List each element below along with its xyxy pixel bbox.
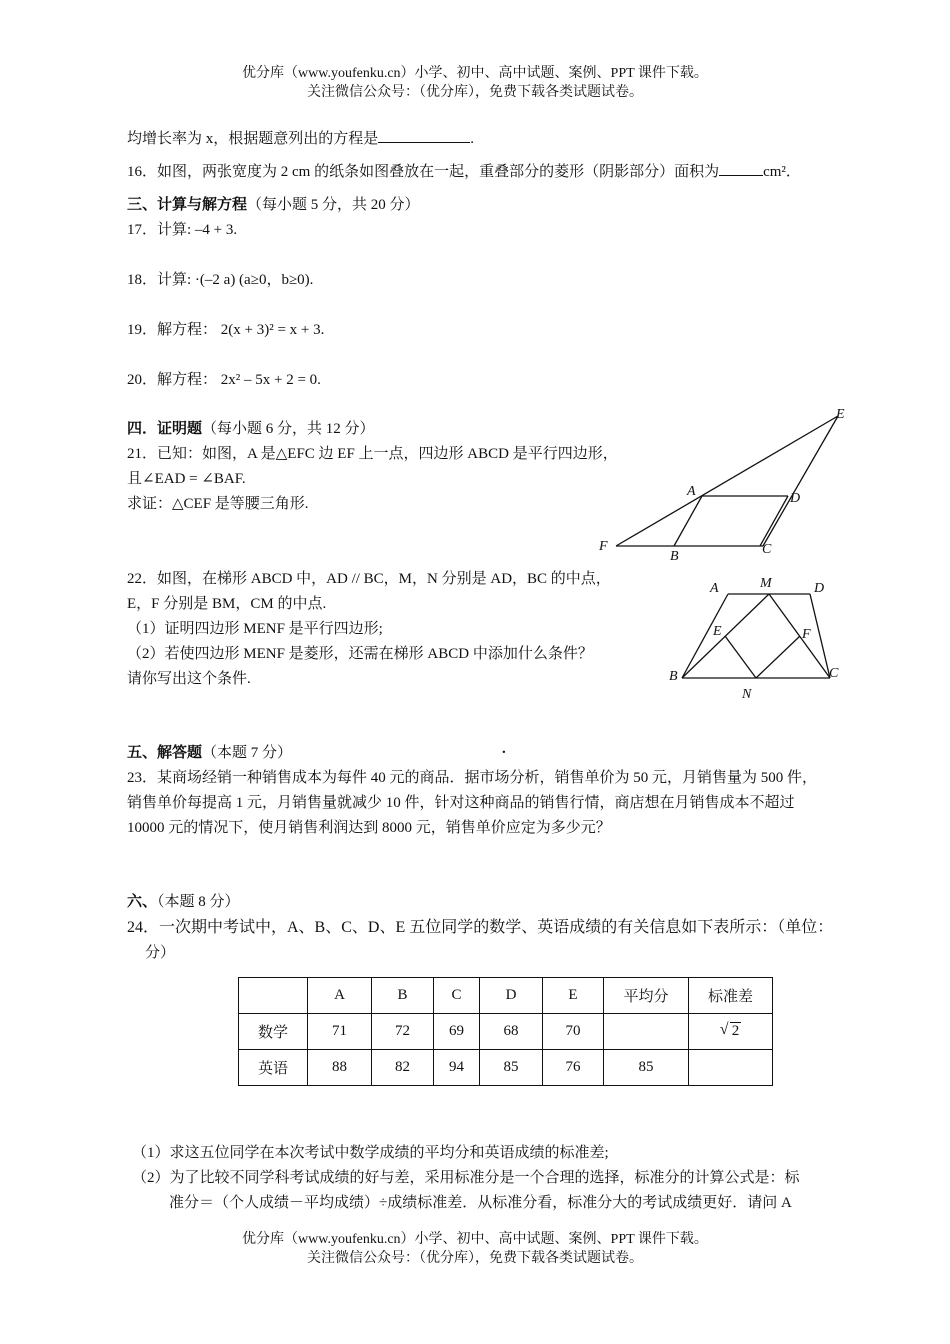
- table-cell-sqrt: [689, 1014, 773, 1050]
- table-cell: 85: [480, 1050, 543, 1086]
- table-row-english: [239, 1050, 773, 1086]
- scores-table: [238, 977, 773, 1086]
- section-4-note: （每小题 6 分，共 12 分）: [202, 421, 375, 437]
- q16-text: 16．如图，两张宽度为 2 cm 的纸条如图叠放在一起，重叠部分的菱形（阴影部分）面积为: [127, 164, 720, 180]
- fig22-label-N: N: [742, 687, 752, 702]
- fig22-label-B: B: [669, 669, 678, 684]
- q21-line-3: 求证：△CEF 是等腰三角形.: [127, 496, 309, 512]
- fig21-label-E: E: [836, 407, 845, 422]
- section-3-title: 三、计算与解方程: [127, 197, 248, 213]
- header-line-2: 关注微信公众号：（优分库），免费下载各类试题试卷。: [307, 85, 643, 100]
- q15-answer-blank[interactable]: [378, 128, 470, 143]
- figure-21-triangle: [590, 400, 860, 570]
- footer-line-2: 关注微信公众号：（优分库），免费下载各类试题试卷。: [307, 1251, 643, 1266]
- table-cell: 82: [372, 1050, 434, 1086]
- q24-sub-1: （1）求这五位同学在本次考试中数学成绩的平均分和英语成绩的标准差;: [132, 1145, 609, 1161]
- q24-line-2: 分）: [145, 945, 176, 961]
- table-cell[interactable]: [604, 1014, 689, 1050]
- table-cell: 85: [604, 1050, 689, 1086]
- q22-line-5: 请你写出这个条件.: [127, 671, 251, 687]
- q22-line-1: 22．如图，在梯形 ABCD 中，AD // BC，M，N 分别是 AD，BC 的中点，: [127, 571, 611, 587]
- fig22-label-E: E: [713, 624, 722, 639]
- fig21-label-F: F: [599, 539, 608, 554]
- section-4-heading: [127, 419, 375, 439]
- fig22-line-DC: [810, 594, 830, 678]
- q22-line-4: （2）若使四边形 MENF 是菱形，还需在梯形 ABCD 中添加什么条件？: [127, 646, 593, 662]
- table-cell: 68: [480, 1014, 543, 1050]
- fig21-label-D: D: [790, 491, 801, 506]
- table-cell: 70: [543, 1014, 604, 1050]
- section-5-note: （本题 7 分）: [202, 745, 293, 761]
- table-header-row: [239, 978, 773, 1014]
- fig22-label-M: M: [760, 576, 772, 591]
- q21-line-1: 21．已知：如图，A 是△EFC 边 EF 上一点，四边形 ABCD 是平行四边形，: [127, 446, 618, 462]
- section-5-heading: [127, 743, 292, 763]
- q18: 18．计算: ·(–2 a) (a≥0，b≥0).: [127, 272, 314, 288]
- sqrt-radicand: 2: [731, 1023, 740, 1039]
- q23-line-3: 10000 元的情况下，使月销售利润达到 8000 元，销售单价应定为多少元？: [127, 820, 611, 836]
- q16: [127, 161, 801, 182]
- q20: 20．解方程： 2x² – 5x + 2 = 0.: [127, 372, 321, 388]
- section-6-title: 六、: [127, 894, 158, 910]
- stray-dot: .: [502, 741, 506, 757]
- footer-line-1: 优分库（www.youfenku.cn）小学、初中、高中试题、案例、PPT 课件下载。: [242, 1232, 708, 1247]
- q24-sub-2-line-2: 准分＝（个人成绩－平均成绩）÷成绩标准差．从标准分看，标准分大的考试成绩更好．请问 A: [169, 1195, 792, 1211]
- header-line-1: 优分库（www.youfenku.cn）小学、初中、高中试题、案例、PPT 课件下载。: [242, 66, 708, 81]
- q16-answer-blank[interactable]: [719, 161, 763, 176]
- section-6-heading: [127, 892, 240, 912]
- table-cell: 72: [372, 1014, 434, 1050]
- radical-sign-icon: √: [719, 1021, 729, 1038]
- fig21-line-DC: [760, 496, 788, 546]
- section-3-note: （每小题 5 分，共 20 分）: [247, 197, 420, 213]
- fig21-label-B: B: [670, 549, 679, 564]
- q15-tail: 均增长率为 x，根据题意列出的方程是 .: [127, 128, 474, 149]
- table-header-cell: A: [308, 978, 372, 1014]
- fig22-line-FN: [756, 636, 800, 678]
- fig22-label-F: F: [802, 627, 811, 642]
- q22-line-3: （1）证明四边形 MENF 是平行四边形;: [127, 621, 383, 637]
- table-header-cell: [239, 978, 308, 1014]
- table-cell: 数学: [239, 1014, 308, 1050]
- table-cell: 英语: [239, 1050, 308, 1086]
- table-cell: 88: [308, 1050, 372, 1086]
- figure-22-trapezoid: [660, 570, 850, 710]
- section-6-note: （本题 8 分）: [157, 894, 240, 910]
- table-cell: 71: [308, 1014, 372, 1050]
- q19: 19．解方程： 2(x + 3)² = x + 3.: [127, 322, 325, 338]
- fig22-line-EN: [725, 636, 756, 678]
- q24-line-1: 24．一次期中考试中，A、B、C、D、E 五位同学的数学、英语成绩的有关信息如下表所示：（单位：: [127, 919, 834, 936]
- q21-line-2: 且∠EAD = ∠BAF.: [127, 471, 246, 487]
- table-row-math: [239, 1014, 773, 1050]
- fig21-line-FE: [616, 416, 838, 546]
- fig21-label-C: C: [762, 542, 772, 557]
- table-header-cell: 平均分: [604, 978, 689, 1014]
- q15-text: 均增长率为 x，根据题意列出的方程是: [127, 131, 379, 147]
- table-cell[interactable]: [689, 1050, 773, 1086]
- fig22-label-A: A: [710, 581, 719, 596]
- section-4-title: 四．证明题: [127, 421, 203, 437]
- table-header-cell: C: [434, 978, 480, 1014]
- table-header-cell: B: [372, 978, 434, 1014]
- table-cell: 94: [434, 1050, 480, 1086]
- q16-unit: cm²．: [763, 164, 801, 180]
- fig21-label-A: A: [687, 484, 696, 499]
- table-header-cell: E: [543, 978, 604, 1014]
- section-3-heading: [127, 195, 420, 215]
- table-header-cell: 标准差: [689, 978, 773, 1014]
- q23-line-2: 销售单价每提高 1 元，月销售量就减少 10 件，针对这种商品的销售行情，商店想在月销售成本不超过: [127, 795, 795, 811]
- table-header-cell: D: [480, 978, 543, 1014]
- fig22-label-D: D: [814, 581, 825, 596]
- sqrt-symbol: [720, 1023, 742, 1040]
- q24-sub-2-line-1: （2）为了比较不同学科考试成绩的好与差，采用标准分是一个合理的选择，标准分的计算公式是：标: [132, 1170, 800, 1186]
- page-footer: [0, 1230, 950, 1268]
- q23-line-1: 23．某商场经销一种销售成本为每件 40 元的商品．据市场分析，销售单价为 50 元，月销售量为 500 件，: [127, 770, 818, 786]
- table-cell: 69: [434, 1014, 480, 1050]
- fig21-line-EC: [763, 416, 838, 546]
- fig22-label-C: C: [829, 666, 839, 681]
- q17: 17．计算: –4 + 3.: [127, 222, 238, 238]
- page-header: [0, 64, 950, 102]
- section-5-title: 五、解答题: [127, 745, 203, 761]
- table-cell: 76: [543, 1050, 604, 1086]
- q22-line-2: E，F 分别是 BM，CM 的中点.: [127, 596, 327, 612]
